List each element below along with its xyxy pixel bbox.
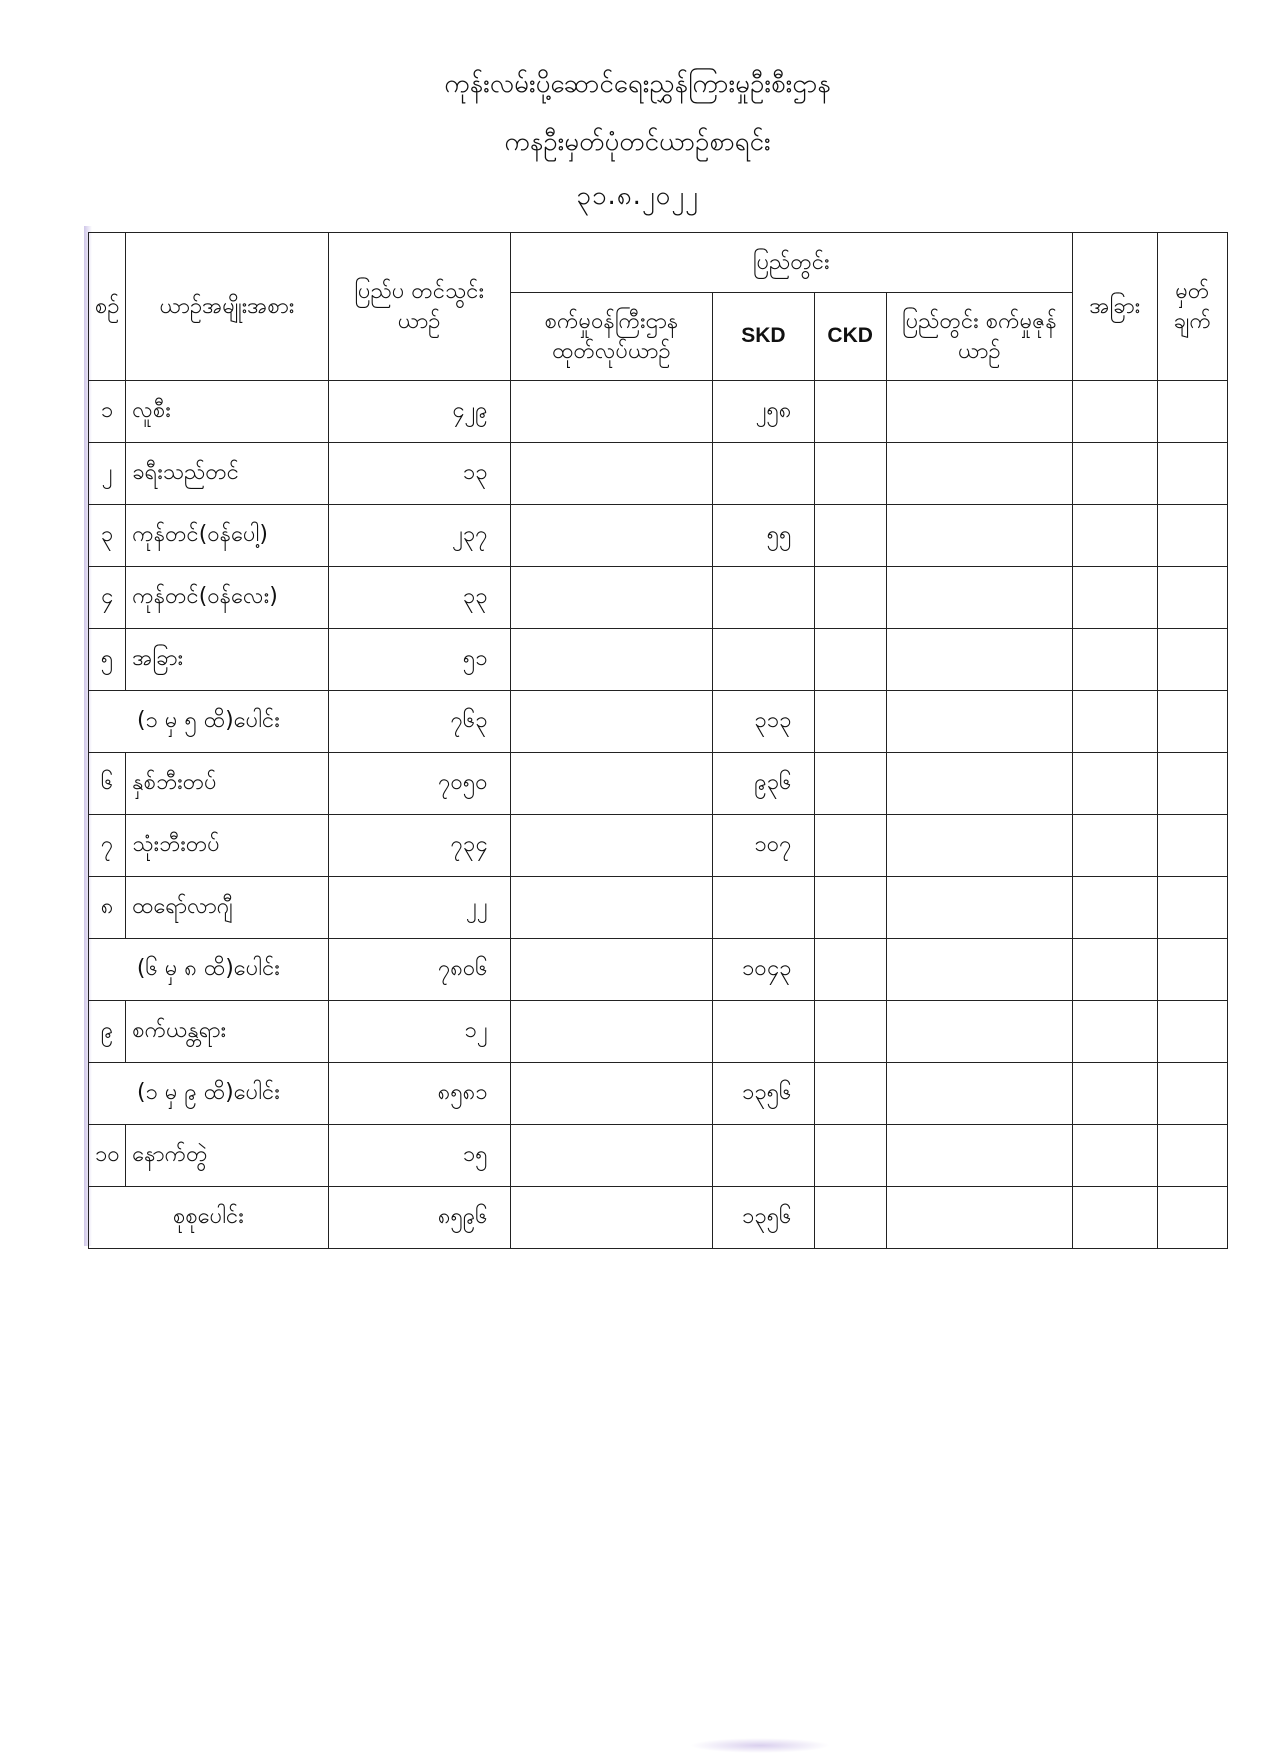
cell-total-label: စုစုပေါင်း [89, 1187, 329, 1249]
cell-imported: ၄၂၉ [328, 381, 510, 443]
cell-ckd [814, 567, 886, 629]
cell-imported: ၃၃ [328, 567, 510, 629]
table-body [89, 381, 1228, 1249]
cell-factory [510, 939, 713, 1001]
cell-others [1072, 381, 1157, 443]
header-skd: SKD [713, 293, 814, 381]
cell-factory [510, 567, 713, 629]
cell-subtotal-label: (၆ မှ ၈ ထိ)ပေါင်း [89, 939, 329, 1001]
cell-subtotal-label: (၁ မှ ၉ ထိ)ပေါင်း [89, 1063, 329, 1125]
cell-ckd [814, 877, 886, 939]
cell-others [1072, 505, 1157, 567]
cell-skd: ၂၅၈ [713, 381, 814, 443]
cell-no: ၅ [89, 629, 126, 691]
cell-remarks [1157, 1187, 1227, 1249]
cell-local [886, 629, 1072, 691]
cell-local [886, 1125, 1072, 1187]
cell-type: လူစီး [126, 381, 329, 443]
cell-no: ၄ [89, 567, 126, 629]
header-local-assembled: ပြည်တွင်း စက်မှုဇုန်ယာဉ် [886, 293, 1072, 381]
cell-type: ကုန်တင်(ဝန်လေး) [126, 567, 329, 629]
cell-factory [510, 1125, 713, 1187]
cell-imported: ၂၂ [328, 877, 510, 939]
registration-table [88, 232, 1228, 1249]
cell-ckd [814, 753, 886, 815]
cell-remarks [1157, 381, 1227, 443]
cell-local [886, 1063, 1072, 1125]
table-row [89, 443, 1228, 505]
cell-local [886, 939, 1072, 1001]
table-row [89, 1001, 1228, 1063]
cell-factory [510, 753, 713, 815]
cell-ckd [814, 505, 886, 567]
subtotal-row [89, 1063, 1228, 1125]
cell-local [886, 381, 1072, 443]
cell-no: ၁၀ [89, 1125, 126, 1187]
cell-skd: ၁၀၇ [713, 815, 814, 877]
cell-skd: ၁၃၅၆ [713, 1063, 814, 1125]
cell-local [886, 815, 1072, 877]
table-row [89, 753, 1228, 815]
subtotal-row [89, 939, 1228, 1001]
cell-others [1072, 1001, 1157, 1063]
table-row [89, 1125, 1228, 1187]
cell-local [886, 753, 1072, 815]
table-row [89, 815, 1228, 877]
cell-remarks [1157, 939, 1227, 1001]
cell-imported: ၁၃ [328, 443, 510, 505]
header-domestic: ပြည်တွင်း [510, 233, 1072, 293]
table-header [89, 233, 1228, 381]
cell-factory [510, 877, 713, 939]
cell-ckd [814, 1063, 886, 1125]
cell-local [886, 567, 1072, 629]
total-row [89, 1187, 1228, 1249]
cell-others [1072, 629, 1157, 691]
cell-factory [510, 691, 713, 753]
cell-local [886, 877, 1072, 939]
cell-local [886, 691, 1072, 753]
cell-ckd [814, 381, 886, 443]
cell-imported: ၇၈၀၆ [328, 939, 510, 1001]
cell-imported: ၁၅ [328, 1125, 510, 1187]
table-row [89, 629, 1228, 691]
cell-local [886, 1187, 1072, 1249]
cell-no: ၂ [89, 443, 126, 505]
cell-others [1072, 1125, 1157, 1187]
cell-skd: ၃၁၃ [713, 691, 814, 753]
header-remarks: မှတ် ချက် [1157, 233, 1227, 381]
cell-no: ၈ [89, 877, 126, 939]
cell-subtotal-label: (၁ မှ ၅ ထိ)ပေါင်း [89, 691, 329, 753]
table-row [89, 877, 1228, 939]
subtotal-row [89, 691, 1228, 753]
cell-local [886, 505, 1072, 567]
cell-others [1072, 877, 1157, 939]
cell-factory [510, 1187, 713, 1249]
cell-others [1072, 815, 1157, 877]
header-factory-built: စက်မှုဝန်ကြီးဌာန ထုတ်လုပ်ယာဉ် [510, 293, 713, 381]
cell-factory [510, 505, 713, 567]
cell-others [1072, 567, 1157, 629]
cell-others [1072, 1187, 1157, 1249]
header-imported: ပြည်ပ တင်သွင်းယာဉ် [328, 233, 510, 381]
scan-smudge [690, 1738, 830, 1753]
cell-ckd [814, 1125, 886, 1187]
cell-imported: ၈၅၈၁ [328, 1063, 510, 1125]
cell-skd [713, 877, 814, 939]
cell-type: နောက်တွဲ [126, 1125, 329, 1187]
cell-ckd [814, 939, 886, 1001]
cell-remarks [1157, 1063, 1227, 1125]
cell-imported: ၇၆၃ [328, 691, 510, 753]
cell-ckd [814, 691, 886, 753]
cell-remarks [1157, 877, 1227, 939]
cell-skd: ၉၃၆ [713, 753, 814, 815]
cell-skd: ၅၅ [713, 505, 814, 567]
cell-imported: ၂၃၇ [328, 505, 510, 567]
cell-no: ၁ [89, 381, 126, 443]
cell-type: ကုန်တင်(ဝန်ပေါ့) [126, 505, 329, 567]
document-date: ၃၁.၈.၂၀၂၂ [576, 181, 699, 211]
document-title: ကုန်းလမ်းပို့ဆောင်ရေးညွှန်ကြားမှုဦးစီးဌာန [444, 69, 831, 99]
cell-others [1072, 1063, 1157, 1125]
cell-factory [510, 381, 713, 443]
cell-remarks [1157, 691, 1227, 753]
cell-ckd [814, 1187, 886, 1249]
header-ckd: CKD [814, 293, 886, 381]
cell-imported: ၇၀၅၀ [328, 753, 510, 815]
header-others: အခြား [1072, 233, 1157, 381]
cell-remarks [1157, 753, 1227, 815]
cell-remarks [1157, 1125, 1227, 1187]
cell-local [886, 443, 1072, 505]
cell-imported: ၁၂ [328, 1001, 510, 1063]
header-vehicle-type: ယာဉ်အမျိုးအစား [126, 233, 329, 381]
cell-no: ၇ [89, 815, 126, 877]
cell-remarks [1157, 629, 1227, 691]
cell-skd: ၁၃၅၆ [713, 1187, 814, 1249]
cell-skd [713, 1125, 814, 1187]
cell-factory [510, 1063, 713, 1125]
cell-factory [510, 815, 713, 877]
cell-imported: ၈၅၉၆ [328, 1187, 510, 1249]
cell-others [1072, 939, 1157, 1001]
cell-type: စက်ယန္တရား [126, 1001, 329, 1063]
cell-factory [510, 1001, 713, 1063]
cell-factory [510, 443, 713, 505]
cell-skd [713, 629, 814, 691]
cell-skd [713, 1001, 814, 1063]
cell-imported: ၅၁ [328, 629, 510, 691]
cell-remarks [1157, 567, 1227, 629]
cell-remarks [1157, 815, 1227, 877]
cell-factory [510, 629, 713, 691]
cell-imported: ၇၃၄ [328, 815, 510, 877]
cell-no: ၆ [89, 753, 126, 815]
cell-local [886, 1001, 1072, 1063]
cell-no: ၃ [89, 505, 126, 567]
cell-type: အခြား [126, 629, 329, 691]
cell-remarks [1157, 505, 1227, 567]
cell-skd: ၁၀၄၃ [713, 939, 814, 1001]
cell-remarks [1157, 443, 1227, 505]
cell-type: သုံးဘီးတပ် [126, 815, 329, 877]
cell-others [1072, 691, 1157, 753]
cell-ckd [814, 815, 886, 877]
cell-type: နှစ်ဘီးတပ် [126, 753, 329, 815]
cell-type: ထရော်လာဂျီ [126, 877, 329, 939]
cell-ckd [814, 443, 886, 505]
table-row [89, 567, 1228, 629]
cell-type: ခရီးသည်တင် [126, 443, 329, 505]
cell-others [1072, 753, 1157, 815]
cell-ckd [814, 1001, 886, 1063]
table-row [89, 505, 1228, 567]
cell-no: ၉ [89, 1001, 126, 1063]
cell-skd [713, 567, 814, 629]
cell-remarks [1157, 1001, 1227, 1063]
cell-skd [713, 443, 814, 505]
document-subtitle: ကနဦးမှတ်ပုံတင်ယာဉ်စာရင်း [504, 127, 771, 157]
cell-others [1072, 443, 1157, 505]
header-no: စဉ် [89, 233, 126, 381]
cell-ckd [814, 629, 886, 691]
table-row [89, 381, 1228, 443]
